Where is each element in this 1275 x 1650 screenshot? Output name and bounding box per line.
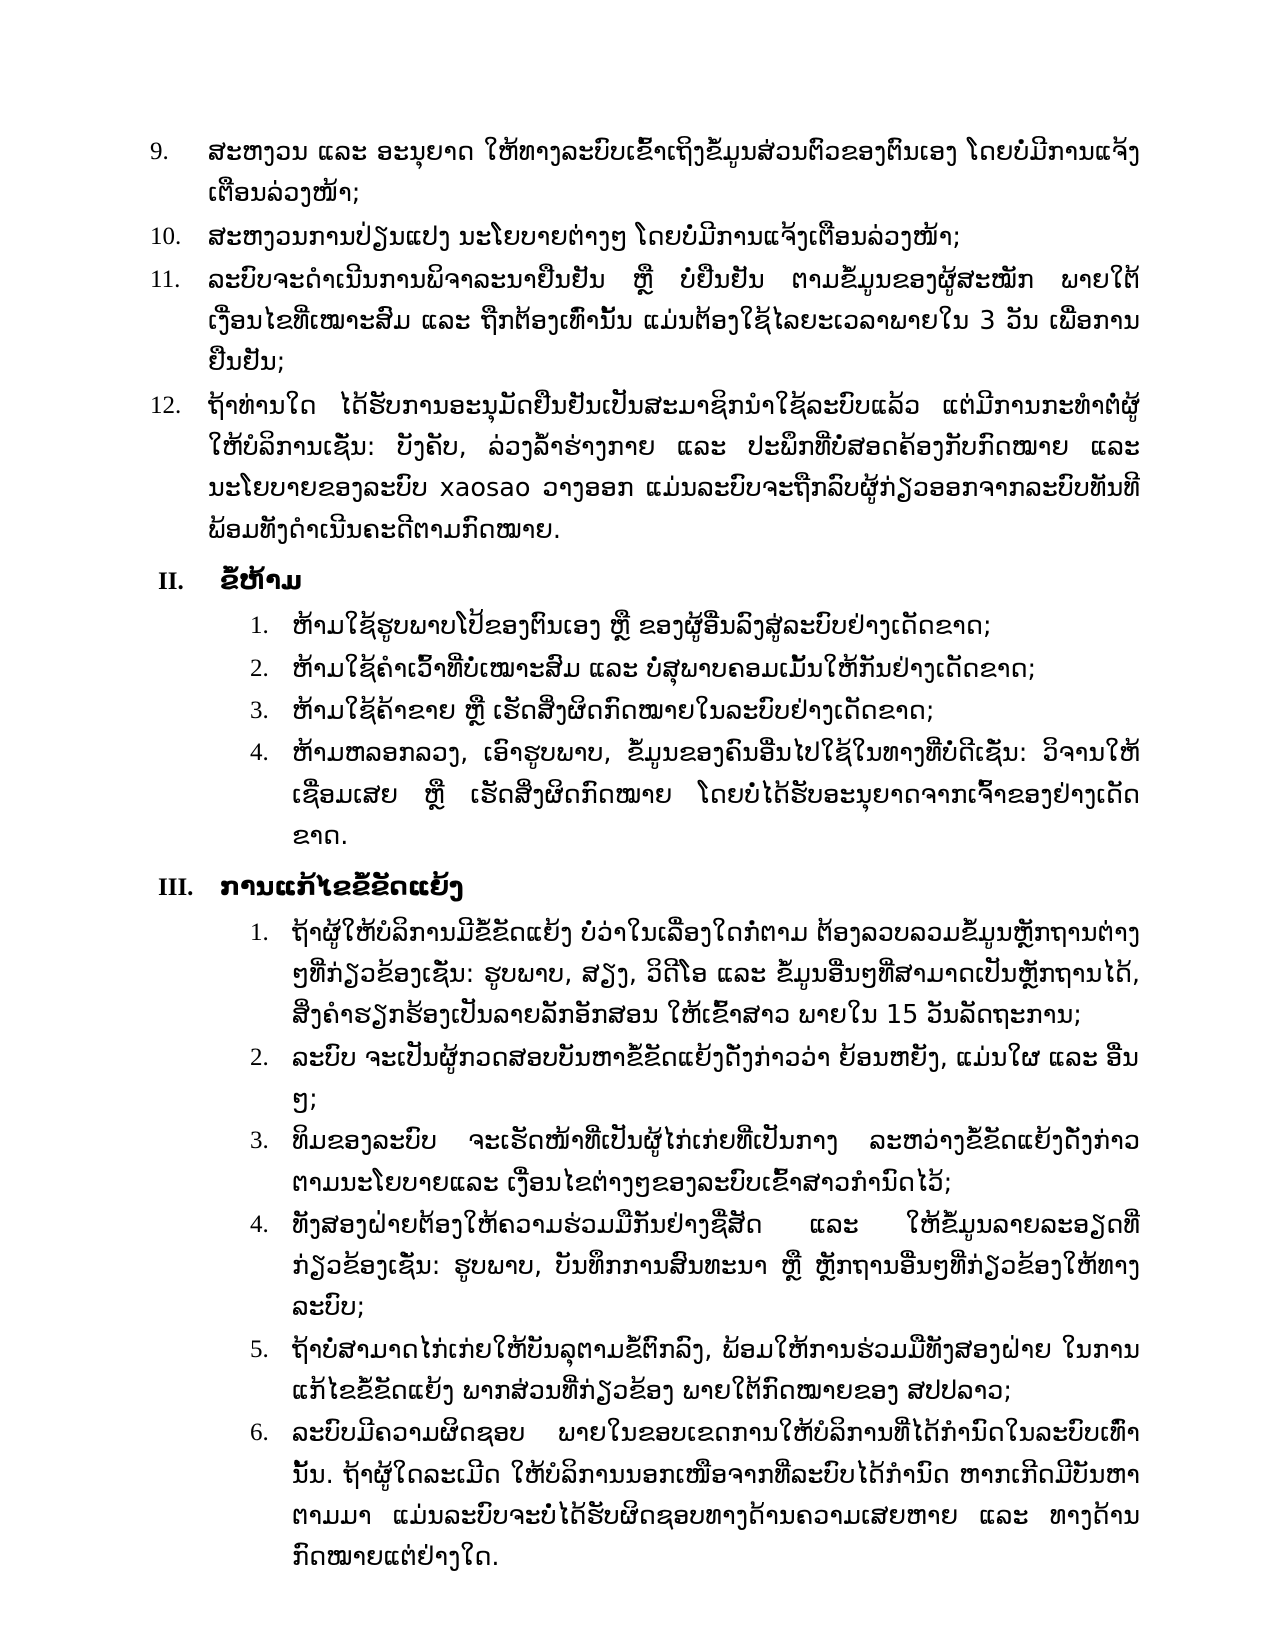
list-marker: 1. <box>250 612 269 640</box>
list-item <box>150 217 1140 258</box>
list-item-text: ຖ້າບໍ່ສາມາດໄກ່ເກ່ຍໃຫ້ບັນລຸຕາມຂໍ້ຕົກລົງ, ພ້ອມໃຫ້ການຮ່ວມມືທັງສອງຝ່າຍ ໃນການແກ້ໄຂຂໍ້ຂັດແຍ້ງ ພາກສ່ວນທີ່ກ່ຽວຂ້ອງ ພາຍໃຕ້ກົດໝາຍຂອງ ສປປລາວ; <box>292 1334 1140 1407</box>
list-marker: 4. <box>250 1210 269 1238</box>
list-item-text: ຫ້າມຫລອກລວງ, ເອົາຮູບພາບ, ຂໍ້ມູນຂອງຄົນອື່ນໄປໃຊ້ໃນທາງທີ່ບໍ່ດີເຊັ່ນ: ວິຈານໃຫ້ເຊື່ອມເສຍ ຫຼື ເຮັດສິ່ງຜິດກົດໝາຍ ໂດຍບໍ່ໄດ້ຮັບອະນຸຍາດຈາກເຈົ້າຂອງຢ່າງເດັດຂາດ. <box>292 738 1140 851</box>
list-item-text: ຫ້າມໃຊ້ຄຳເວົ້າທີ່ບໍ່ເໝາະສົມ ແລະ ບໍ່ສຸພາບຄອມເມັ້ນໃຫ້ກັນຢ່າງເດັດຂາດ; <box>292 653 1037 684</box>
list-item <box>150 132 1140 215</box>
list-item-text: ທິມຂອງລະບົບ ຈະເຮັດໜ້າທີ່ເປັນຜູ້ໄກ່ເກ່ຍທີ່ເປັນກາງ ລະຫວ່າງຂໍ້ຂັດແຍ້ງດັ່ງກ່າວ ຕາມນະໂຍບາຍແລະ ເງື່ອນໄຂຕ່າງໆຂອງລະບົບເຂົ້າສາວກຳນົດໄວ້; <box>292 1126 1140 1198</box>
list-marker: 12. <box>150 391 182 419</box>
list-marker: 2. <box>250 654 269 682</box>
list-item <box>250 1330 1140 1413</box>
document-body <box>150 132 1140 1579</box>
list-item <box>250 691 1140 732</box>
section-item-list <box>150 606 1140 857</box>
list-item-text: ຖ້າຜູ້ໃຫ້ບໍລິການມີຂໍ້ຂັດແຍ້ງ ບໍ່ວ່າໃນເລື່ອງໃດກໍ່ຕາມ ຕ້ອງລວບລວມຂໍ້ມູນຫຼັກຖານຕ່າງໆທີ່ກ່ຽວຂ້ອງເຊັ່ນ: ຮູບພາບ, ສຽງ, ວິດີໂອ ແລະ ຂໍ້ມູນອື່ນໆທີ່ສາມາດເປັນຫຼັກຖານໄດ້, ສິ່ງຄຳຮຽກຮ້ອງເປັນລາຍລັກອັກສອນ ໃຫ້ເຂົ້າສາວ ພາຍໃນ 15 ວັນລັດຖະການ; <box>292 917 1140 1031</box>
list-marker: 11. <box>150 265 181 293</box>
list-item <box>250 649 1140 690</box>
list-marker: 9. <box>150 138 169 165</box>
section-heading <box>150 867 1140 909</box>
list-item <box>250 1205 1140 1329</box>
list-marker: 1. <box>250 918 269 946</box>
section-prohibitions <box>150 561 1140 857</box>
list-marker: 5. <box>250 1335 269 1363</box>
list-item-text: ຫ້າມໃຊ້ຄ້າຂາຍ ຫຼື ເຮັດສິ່ງຜິດກົດໝາຍໃນລະບົບຢ່າງເດັດຂາດ; <box>292 696 935 727</box>
list-item <box>150 386 1140 551</box>
section-roman-numeral: III. <box>158 874 194 902</box>
list-item <box>250 913 1140 1037</box>
list-item-text: ຖ້າທ່ານໃດ ໄດ້ຮັບການອະນຸມັດຢືນຢັນເປັນສະມາຊິກນຳໃຊ້ລະບົບແລ້ວ ແຕ່ມີການກະທຳຕໍ່ຜູ້ໃຫ້ບໍລິການເຊັ່ນ: ບັງຄັບ, ລ່ວງລ້ຳຮ່າງກາຍ ແລະ ປະພຶກທີ່ບໍ່ສອດຄ້ອງກັບກົດໝາຍ ແລະ ນະໂຍບາຍຂອງລະບົບ xaosao ວາງອອກ ແມ່ນລະບົບຈະຖືກລົບຜູ້ກ່ຽວອອກຈາກລະບົບທັນທີ ພ້ອມທັງດຳເນີນຄະດີຕາມກົດໝາຍ. <box>208 390 1140 545</box>
list-item <box>150 260 1140 384</box>
section-title: ການແກ້ໄຂຂໍ້ຂັດແຍ້ງ <box>220 872 464 903</box>
section-heading <box>150 561 1140 603</box>
list-item <box>250 1121 1140 1204</box>
list-marker: 6. <box>250 1419 269 1447</box>
list-marker: 4. <box>250 739 269 767</box>
list-item-text: ສະຫງວນການປ່ຽນແປງ ນະໂຍບາຍຕ່າງໆ ໂດຍບໍ່ມີການແຈ້ງເຕືອນລ່ວງໜ້າ; <box>208 221 961 252</box>
continued-numbered-list <box>150 132 1140 551</box>
list-marker: 3. <box>250 1127 269 1155</box>
section-roman-numeral: II. <box>158 567 184 595</box>
list-item <box>250 1413 1140 1578</box>
list-item-text: ລະບົບ ຈະເປັນຜູ້ກວດສອບບັນຫາຂໍ້ຂັດແຍ້ງດັ່ງກ່າວວ່າ ຍ້ອນຫຍັງ, ແມ່ນໃຜ ແລະ ອື່ນໆ; <box>292 1042 1139 1114</box>
list-item-text: ທັງສອງຝ່າຍຕ້ອງໃຫ້ຄວາມຮ່ວມມືກັນຢ່າງຊື່ສັດ ແລະ ໃຫ້ຂໍ້ມູນລາຍລະອຽດທີ່ກ່ຽວຂ້ອງເຊັ່ນ: ຮູບພາບ, ບັນທຶກການສົນທະນາ ຫຼື ຫຼັກຖານອື່ນໆທີ່ກ່ຽວຂ້ອງໃຫ້ທາງລະບົບ; <box>292 1209 1140 1323</box>
list-item-text: ລະບົບມີຄວາມຜິດຊອບ ພາຍໃນຂອບເຂດການໃຫ້ບໍລິການທີ່ໄດ້ກຳນົດໃນລະບົບເທົ່ານັ້ນ. ຖ້າຜູ້ໃດລະເມີດ ໃຫ້ບໍລິການນອກເໜືອຈາກທີ່ລະບົບໄດ້ກຳນົດ ຫາກເກີດມີບັນຫາຕາມມາ ແມ່ນລະບົບຈະບໍ່ໄດ້ຮັບຜິດຊອບທາງດ້ານຄວາມເສຍຫາຍ ແລະ ທາງດ້ານກົດໝາຍແຕ່ຢ່າງໃດ. <box>292 1418 1140 1573</box>
list-marker: 2. <box>250 1043 269 1071</box>
list-item-text: ລະບົບຈະດຳເນີນການພິຈາລະນາຢືນຢັນ ຫຼື ບໍ່ຢືນຢັນ ຕາມຂໍ້ມູນຂອງຜູ້ສະໝັກ ພາຍໃຕ້ເງື່ອນໄຂທີ່ເໝາະສົມ ແລະ ຖືກຕ້ອງເທົ່ານັ້ນ ແມ່ນຕ້ອງໃຊ້ໄລຍະເວລາພາຍໃນ 3 ວັນ ເພື່ອການຢືນຢັນ; <box>208 264 1140 378</box>
list-marker: 3. <box>250 697 269 725</box>
list-marker: 10. <box>150 222 182 250</box>
list-item <box>250 733 1140 857</box>
list-item-text: ຫ້າມໃຊ້ຮູບພາບໂປ້ຂອງຕົນເອງ ຫຼື ຂອງຜູ້ອື່ນລົງສູ່ລະບົບຢ່າງເດັດຂາດ; <box>292 611 992 642</box>
list-item <box>250 606 1140 647</box>
section-title: ຂໍ້ຫ້າມ <box>220 565 303 596</box>
list-item-text: ສະຫງວນ ແລະ ອະນຸຍາດ ໃຫ້ທາງລະບົບເຂົ້າເຖິງຂໍ້ມູນສ່ວນຕົວຂອງຕົນເອງ ໂດຍບໍ່ມີການແຈ້ງເຕືອນລ່ວງໜ້າ; <box>208 137 1140 209</box>
section-dispute-resolution <box>150 867 1140 1578</box>
section-item-list <box>150 913 1140 1579</box>
list-item <box>250 1038 1140 1121</box>
